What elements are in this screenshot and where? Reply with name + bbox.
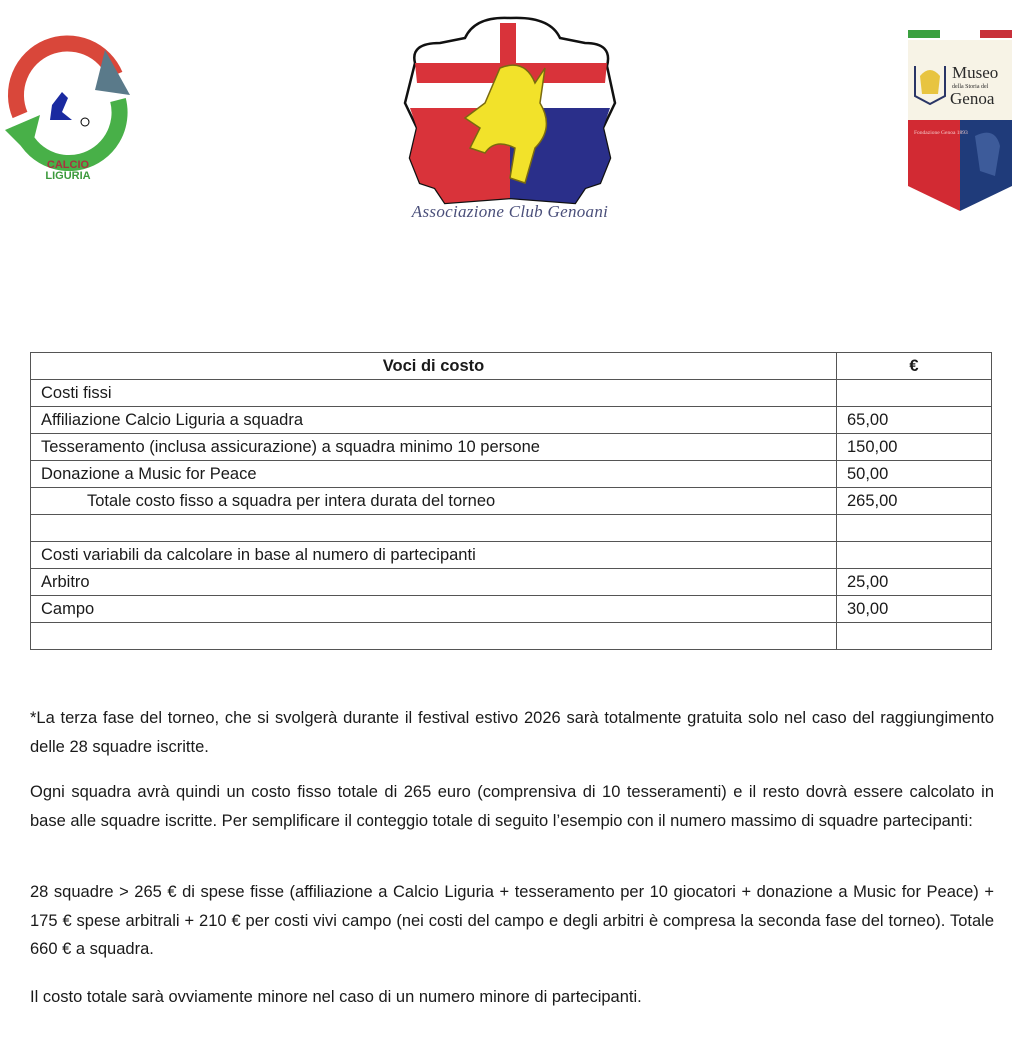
griffin-icon: [920, 70, 940, 94]
svg-text:Fondazione Genoa 1893: Fondazione Genoa 1893: [914, 130, 968, 136]
table-row: [31, 569, 992, 596]
row-value: 265,00: [837, 488, 992, 515]
row-item: Arbitro: [31, 569, 837, 596]
table-row: [31, 542, 992, 569]
table-row: [31, 515, 992, 542]
row-value: [837, 515, 992, 542]
paragraph-fixed-cost: Ogni squadra avrà quindi un costo fisso totale di 265 euro (comprensiva di 10 tesseramenti) e il resto dovrà essere calcolato in base alle squadre iscritte. Per semplificare il conteggio totale di seguito l’esempio con il numero massimo di squadre partecipanti:: [30, 783, 994, 830]
club-genoani-crest: [385, 8, 635, 233]
row-value: 25,00: [837, 569, 992, 596]
row-item: Affiliazione Calcio Liguria a squadra: [31, 407, 837, 434]
table-row: [31, 380, 992, 407]
row-value: [837, 623, 992, 650]
row-item: [31, 623, 837, 650]
table-row: [31, 434, 992, 461]
row-item: Totale costo fisso a squadra per intera durata del torneo: [31, 488, 837, 515]
museo-genoa-logo: [900, 26, 1020, 216]
svg-text:Genoa: Genoa: [950, 89, 995, 108]
player-icon: [50, 92, 72, 120]
row-item: Donazione a Music for Peace: [31, 461, 837, 488]
header-value: €: [837, 353, 992, 380]
table-header-row: [31, 353, 992, 380]
row-value: [837, 380, 992, 407]
table-row: [31, 407, 992, 434]
paragraph-conclusion: Il costo totale sarà ovviamente minore nel caso di un numero minore di partecipanti.: [30, 988, 642, 1006]
row-item: Costi variabili da calcolare in base al numero di partecipanti: [31, 542, 837, 569]
row-item: Costi fissi: [31, 380, 837, 407]
table-row-total: [31, 488, 992, 515]
row-value: 65,00: [837, 407, 992, 434]
row-value: 30,00: [837, 596, 992, 623]
paragraph-example: 28 squadre > 265 € di spese fisse (affiliazione a Calcio Liguria + tesseramento per 10 giocatori + donazione a Music for Peace) + 175 € spese arbitrali + 210 € per costi vivi campo (nei costi del campo e degli arbitri è compresa la seconda fase del torneo). Totale 660 € a squadra.: [30, 883, 994, 958]
cost-table: [30, 352, 992, 650]
row-value: [837, 542, 992, 569]
table-row: [31, 461, 992, 488]
svg-text:Museo: Museo: [952, 63, 999, 82]
table-row: [31, 623, 992, 650]
note-third-phase: *La terza fase del torneo, che si svolgerà durante il festival estivo 2026 sarà totalmente gratuita solo nel caso del raggiungimento delle 28 squadre iscritte.: [30, 709, 994, 756]
row-value: 150,00: [837, 434, 992, 461]
row-item: Tesseramento (inclusa assicurazione) a squadra minimo 10 persone: [31, 434, 837, 461]
header-item: Voci di costo: [31, 353, 837, 380]
row-value: 50,00: [837, 461, 992, 488]
row-item: [31, 515, 837, 542]
svg-text:della Storia del: della Storia del: [952, 84, 989, 90]
table-row: [31, 596, 992, 623]
row-item: Campo: [31, 596, 837, 623]
club-genoani-caption: Associazione Club Genoani: [411, 202, 609, 221]
ball-icon: [81, 118, 89, 126]
calcio-liguria-caption: CALCIO LIGURIA: [45, 159, 91, 182]
